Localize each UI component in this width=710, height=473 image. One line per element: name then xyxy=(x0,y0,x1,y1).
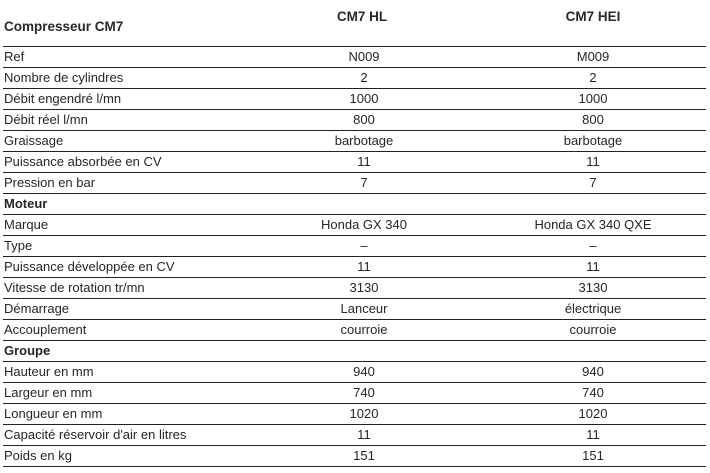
row-label: Hauteur en mm xyxy=(3,362,248,383)
cm7-hl-value: 11 xyxy=(248,257,480,278)
cm7-hl-value: 2 xyxy=(248,68,480,89)
cm7-hl-value: 3130 xyxy=(248,278,480,299)
cm7-hei-value: 940 xyxy=(480,362,706,383)
table-row xyxy=(3,215,706,236)
cm7-hei-value: 740 xyxy=(480,383,706,404)
table-row xyxy=(3,131,706,152)
cm7-hei-value: 1020 xyxy=(480,404,706,425)
cm7-hei-value: courroie xyxy=(480,320,706,341)
cm7-hei-value: 151 xyxy=(480,446,706,467)
row-label: Capacité réservoir d'air en litres xyxy=(3,425,248,446)
section-label: Moteur xyxy=(3,194,248,215)
cm7-hei-value xyxy=(480,194,706,215)
cm7-hl-value: – xyxy=(248,236,480,257)
table-row xyxy=(3,68,706,89)
cm7-hei-value: barbotage xyxy=(480,131,706,152)
cm7-hl-value: 1000 xyxy=(248,89,480,110)
column-header-cm7-hei: CM7 HEI xyxy=(565,9,621,24)
cm7-hei-value: 7 xyxy=(480,173,706,194)
table-row xyxy=(3,278,706,299)
table-row xyxy=(3,362,706,383)
row-label: Démarrage xyxy=(3,299,248,320)
cm7-hl-value: 11 xyxy=(248,425,480,446)
row-label: Pression en bar xyxy=(3,173,248,194)
row-label: Largeur en mm xyxy=(3,383,248,404)
table-row xyxy=(3,236,706,257)
cm7-hl-value: courroie xyxy=(248,320,480,341)
cm7-hei-value: 800 xyxy=(480,110,706,131)
row-label: Marque xyxy=(3,215,248,236)
table-row xyxy=(3,89,706,110)
cm7-hl-value: N009 xyxy=(248,47,480,68)
cm7-hl-value: 151 xyxy=(248,446,480,467)
row-label: Vitesse de rotation tr/mn xyxy=(3,278,248,299)
cm7-hl-value: 800 xyxy=(248,110,480,131)
table-row xyxy=(3,152,706,173)
table-row xyxy=(3,383,706,404)
table-title: Compresseur CM7 xyxy=(4,19,124,34)
row-label: Puissance absorbée en CV xyxy=(3,152,248,173)
row-label: Puissance développée en CV xyxy=(3,257,248,278)
table-row xyxy=(3,173,706,194)
cm7-hei-value: 2 xyxy=(480,68,706,89)
section-label: Groupe xyxy=(3,341,248,362)
row-label: Accouplement xyxy=(3,320,248,341)
cm7-hl-value: 7 xyxy=(248,173,480,194)
table-row xyxy=(3,425,706,446)
column-header-cm7-hl: CM7 HL xyxy=(336,9,388,24)
cm7-hl-value: Honda GX 340 xyxy=(248,215,480,236)
table-row xyxy=(3,110,706,131)
cm7-hl-value: Lanceur xyxy=(248,299,480,320)
cm7-hl-value: 1020 xyxy=(248,404,480,425)
cm7-hl-value: 11 xyxy=(248,152,480,173)
row-label: Débit engendré l/mn xyxy=(3,89,248,110)
row-label: Graissage xyxy=(3,131,248,152)
section-row-moteur xyxy=(3,194,706,215)
cm7-hl-value xyxy=(248,341,480,362)
cm7-hei-value: 11 xyxy=(480,257,706,278)
row-label: Nombre de cylindres xyxy=(3,68,248,89)
table-row xyxy=(3,257,706,278)
cm7-hei-value: 3130 xyxy=(480,278,706,299)
row-label: Débit réel l/mn xyxy=(3,110,248,131)
cm7-hei-value: – xyxy=(480,236,706,257)
table-row xyxy=(3,446,706,467)
table-row xyxy=(3,320,706,341)
row-label: Ref xyxy=(3,47,248,68)
cm7-hei-value: 11 xyxy=(480,425,706,446)
row-label: Poids en kg xyxy=(3,446,248,467)
table-row xyxy=(3,404,706,425)
cm7-hei-value: 11 xyxy=(480,152,706,173)
table-header xyxy=(0,0,710,47)
cm7-hei-value xyxy=(480,341,706,362)
cm7-hei-value: 1000 xyxy=(480,89,706,110)
cm7-hei-value: électrique xyxy=(480,299,706,320)
cm7-hl-value: 940 xyxy=(248,362,480,383)
cm7-hl-value xyxy=(248,194,480,215)
section-row-groupe xyxy=(3,341,706,362)
cm7-hei-value: Honda GX 340 QXE xyxy=(480,215,706,236)
table-row xyxy=(3,299,706,320)
cm7-hei-value: M009 xyxy=(480,47,706,68)
row-label: Longueur en mm xyxy=(3,404,248,425)
cm7-hl-value: 740 xyxy=(248,383,480,404)
cm7-hl-value: barbotage xyxy=(248,131,480,152)
table-row xyxy=(3,47,706,68)
spec-table xyxy=(3,46,706,467)
row-label: Type xyxy=(3,236,248,257)
